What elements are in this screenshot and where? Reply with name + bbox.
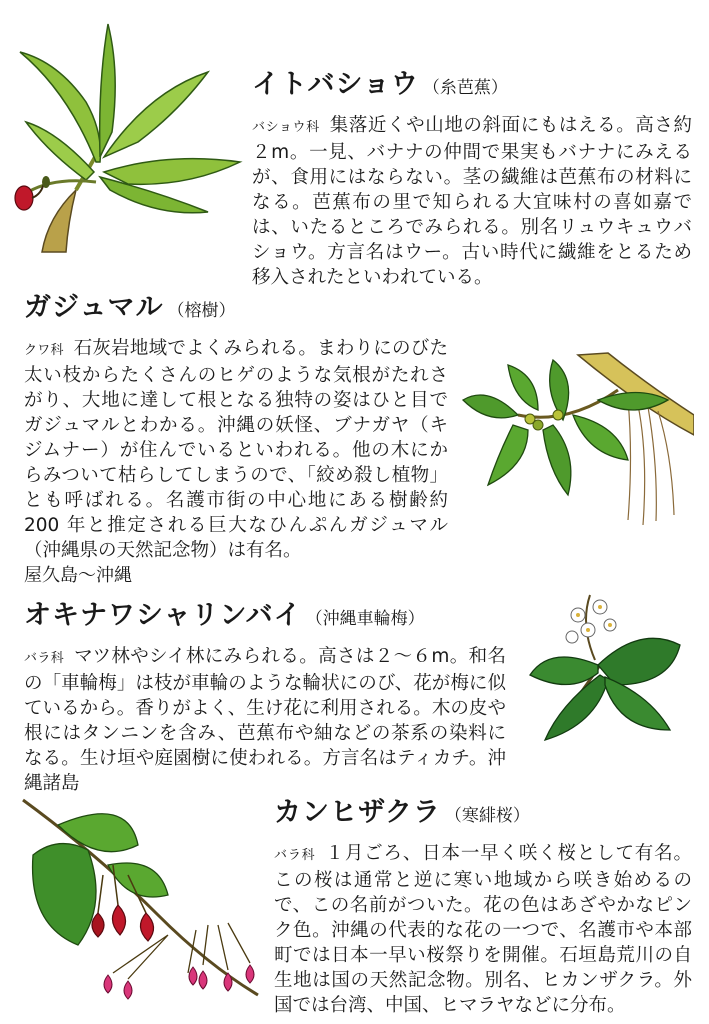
entry-title: ガジュマル xyxy=(24,292,164,323)
entry-text: １月ごろ、日本一早く咲く桜として有名。この桜は通常と逆に寒い地域から咲き始めるので、この名前がついた。花の色はあざやかなピンク色。沖縄の代表的な花の一つで、名護市や本部町では日本一早い桜祭りを開催。石垣島荒川の自生地は国の天然記念物。別名、ヒカンザクラ。外国では台湾、中国、ヒマラヤなどに分布。 xyxy=(274,843,692,1016)
entry-kanhizakura xyxy=(274,790,692,1018)
cherry-branch-icon xyxy=(18,795,268,1015)
entry-title: イトバショウ xyxy=(252,69,419,100)
entry-title: オキナワシャリンバイ xyxy=(24,600,302,631)
entry-okinawa-sharinbai xyxy=(24,593,506,796)
entry-body xyxy=(24,336,448,588)
family-label: クワ科 xyxy=(24,343,64,358)
sharinbai-branch-icon xyxy=(520,585,696,745)
entry-kanji: （寒緋桜） xyxy=(444,806,530,826)
entry-itobashou xyxy=(252,62,692,290)
entry-body xyxy=(252,113,692,290)
entry-title-line xyxy=(24,285,448,324)
banana-plant-icon xyxy=(8,12,244,257)
distribution-range: 屋久島〜沖縄 xyxy=(24,565,132,586)
entry-title-line xyxy=(252,62,692,101)
entry-kanji: （沖縄車輪梅） xyxy=(305,609,425,629)
entry-kanji: （糸芭蕉） xyxy=(422,78,508,98)
entry-kanji: （榕樹） xyxy=(167,301,236,321)
entry-title: カンヒザクラ xyxy=(274,797,441,828)
entry-text: 集落近くや山地の斜面にもはえる。高さ約２m。一見、バナナの仲間で果実もバナナにみえるが、食用にはならない。茎の繊維は芭蕉布の材料になる。芭蕉布の里で知られる大宜味村の喜如嘉では、いたるところでみられる。別名リュウキュウバショウ。方言名はウー。古い時代に繊維をとるため移入されたといわれている。 xyxy=(252,115,692,288)
entry-text: 石灰岩地域でよくみられる。まわりにのびた太い枝からたくさんのヒゲのような気根がたれさがり、大地に達して根となる独特の姿はひと目でガジュマルとわかる。沖縄の妖怪、ブナガヤ（キジムナー）が住んでいるといわれる。他の木にからみついて枯らしてしまうので、「絞め殺し植物」とも呼ばれる。名護市街の中心地にある樹齢約 200 年と推定される巨大なひんぷんガジュマル（沖縄県の天然記念物）は有名。 xyxy=(24,338,448,561)
entry-body xyxy=(24,644,506,796)
entry-text: マツ林やシイ林にみられる。高さは２〜６m。和名の「車輪梅」は枝が車輪のような輪状にのび、花が梅に似ているから。香りがよく、生け花に利用される。木の皮や根にはタンニンを含み、芭蕉布や紬などの茶系の染料になる。生け垣や庭園樹に使われる。方言名はティカチ。沖縄諸島 xyxy=(24,646,506,794)
entry-gajumaru xyxy=(24,285,448,588)
banyan-branch-icon xyxy=(458,345,694,530)
family-label: バラ科 xyxy=(24,651,65,666)
family-label: バショウ科 xyxy=(252,120,320,135)
entry-title-line xyxy=(274,790,692,829)
family-label: バラ科 xyxy=(274,848,316,863)
entry-title-line xyxy=(24,593,506,632)
entry-body xyxy=(274,841,692,1018)
